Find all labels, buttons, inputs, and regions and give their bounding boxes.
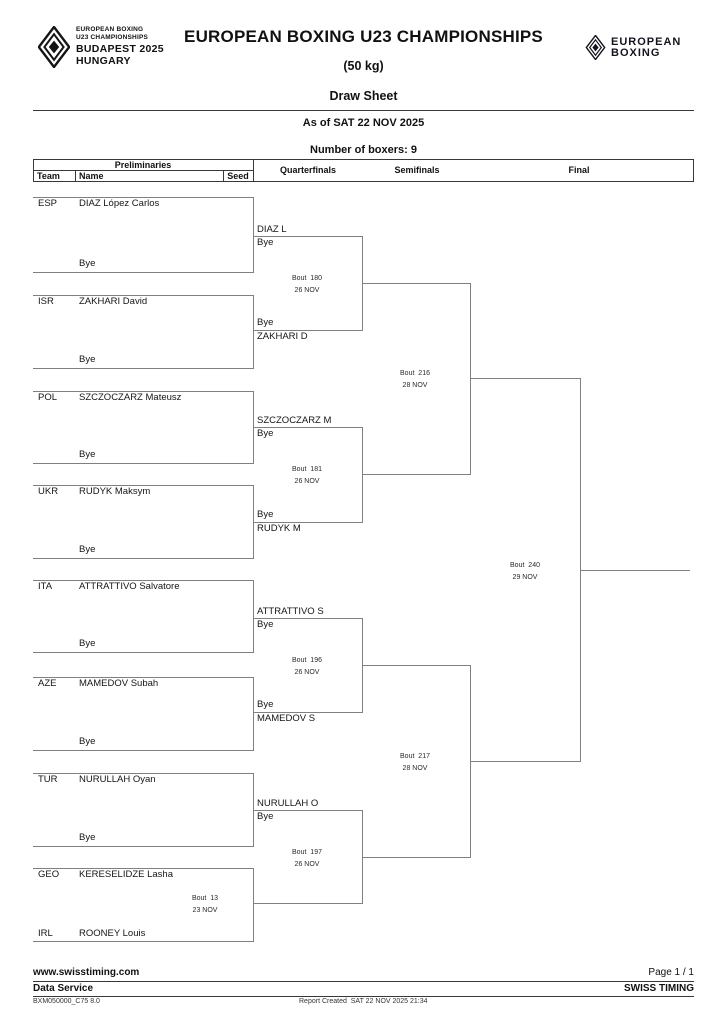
bracket-line [33, 463, 253, 464]
bracket-line [470, 378, 580, 379]
event-logo-text: EUROPEAN BOXING [76, 26, 144, 33]
column-header-seed: Seed [227, 171, 249, 181]
boxer-name: ATTRATTIVO Salvatore [79, 581, 180, 592]
boxer-name: RUDYK Maksym [79, 486, 151, 497]
bracket-line [362, 474, 470, 475]
column-divider [33, 170, 253, 171]
bout-number: Bout 196 [292, 657, 322, 664]
org-logo-text: EUROPEAN [611, 36, 682, 48]
column-divider [75, 170, 76, 182]
bout-label [272, 655, 342, 679]
as-of-date: As of SAT 22 NOV 2025 [302, 117, 425, 129]
footer-service: Data Service [33, 983, 94, 994]
bracket-line [362, 427, 363, 523]
boxer-name: KERESELIDZE Lasha [79, 869, 173, 880]
bout-date: 26 NOV [294, 478, 320, 485]
bracket-line [33, 941, 253, 942]
column-header-semifinals: Semifinals [394, 165, 440, 175]
header-rule [33, 110, 694, 111]
boxer-name: SZCZOCZARZ Mateusz [79, 392, 182, 403]
org-logo-text: BOXING [611, 47, 661, 59]
bout-label [490, 560, 560, 584]
boxer-name: ROONEY Louis [79, 928, 146, 939]
advancing-boxer: ATTRATTIVO S [257, 606, 324, 617]
boxer-count: Number of boxers: 9 [310, 144, 417, 156]
footer-rule [33, 996, 694, 997]
event-logo-text: U23 CHAMPIONSHIPS [76, 34, 149, 41]
bout-label [272, 273, 342, 297]
bracket-line [470, 283, 471, 475]
boxer-team: ESP [38, 198, 58, 209]
bye-label: Bye [257, 619, 274, 630]
bracket-line [470, 761, 580, 762]
bout-date: 28 NOV [402, 382, 428, 389]
bracket-line [253, 295, 254, 369]
bout-label [272, 847, 342, 871]
bracket-line [253, 868, 254, 942]
bracket-line [33, 846, 253, 847]
bout-number: Bout 240 [510, 562, 540, 569]
bracket-line [253, 903, 362, 904]
boxer-team: GEO [38, 869, 60, 880]
advancing-boxer: DIAZ L [257, 224, 287, 235]
advancing-boxer: MAMEDOV S [257, 713, 316, 724]
boxer-team: IRL [38, 928, 53, 939]
document-type: Draw Sheet [329, 89, 398, 103]
bout-label [170, 893, 240, 917]
bout-date: 28 NOV [402, 765, 428, 772]
footer-website: www.swisstiming.com [33, 967, 140, 978]
footer-brand: SWISS TIMING [624, 983, 694, 994]
bye-label: Bye [257, 811, 274, 822]
bye-label: Bye [79, 638, 96, 649]
bracket-line [362, 665, 470, 666]
advancing-boxer: SZCZOCZARZ M [257, 415, 332, 426]
bout-label [380, 751, 450, 775]
boxer-team: AZE [38, 678, 57, 689]
advancing-boxer: NURULLAH O [257, 798, 319, 809]
bye-label: Bye [257, 237, 274, 248]
bout-date: 26 NOV [294, 669, 320, 676]
column-header-quarterfinals: Quarterfinals [279, 165, 337, 175]
bout-number: Bout 197 [292, 849, 322, 856]
bracket-line [253, 197, 254, 273]
bye-label: Bye [257, 428, 274, 439]
bracket-line [253, 580, 254, 653]
bout-number: Bout 13 [191, 895, 219, 902]
bye-label: Bye [79, 449, 96, 460]
boxer-team: UKR [38, 486, 59, 497]
boxer-team: TUR [38, 774, 58, 785]
bout-date: 29 NOV [512, 574, 538, 581]
advancing-boxer: ZAKHARI D [257, 331, 308, 342]
column-header-name: Name [79, 171, 104, 181]
boxer-name: DIAZ López Carlos [79, 198, 160, 209]
bracket-line [33, 750, 253, 751]
column-header-team: Team [37, 171, 60, 181]
bracket-line [253, 677, 254, 751]
bracket-line [33, 652, 253, 653]
bye-label: Bye [79, 258, 96, 269]
footer-report-code: BXM050000_C75 8.0 [33, 998, 100, 1005]
bye-label: Bye [257, 317, 274, 328]
column-header-preliminaries: Preliminaries [114, 160, 172, 170]
bye-label: Bye [257, 699, 274, 710]
footer-report-created: Report Created SAT 22 NOV 2025 21:34 [299, 998, 428, 1005]
bye-label: Bye [79, 832, 96, 843]
boxer-team: ISR [38, 296, 54, 307]
bracket-line [33, 558, 253, 559]
bout-label [380, 368, 450, 392]
bracket-line [33, 368, 253, 369]
footer-rule [33, 981, 694, 982]
bout-number: Bout 181 [292, 466, 322, 473]
bracket-line [33, 272, 253, 273]
bout-number: Bout 217 [400, 753, 430, 760]
bout-number: Bout 180 [292, 275, 322, 282]
bout-number: Bout 216 [400, 370, 430, 377]
bout-date: 23 NOV [192, 907, 218, 914]
event-logo-text: BUDAPEST 2025 [76, 43, 164, 55]
bye-label: Bye [79, 544, 96, 555]
advancing-boxer: RUDYK M [257, 523, 301, 534]
boxer-name: MAMEDOV Subah [79, 678, 159, 689]
bye-label: Bye [79, 736, 96, 747]
page-title: EUROPEAN BOXING U23 CHAMPIONSHIPS [184, 27, 543, 46]
weight-class: (50 kg) [343, 59, 384, 73]
boxer-team: ITA [38, 581, 53, 592]
boxer-team: POL [38, 392, 58, 403]
footer-page-number: Page 1 / 1 [648, 967, 694, 978]
column-header-final: Final [568, 165, 590, 175]
bout-label [272, 464, 342, 488]
bracket-line [580, 570, 690, 571]
column-divider [253, 159, 254, 182]
bracket-line [362, 283, 470, 284]
event-logo-text: HUNGARY [76, 55, 131, 67]
boxer-name: ZAKHARI David [79, 296, 148, 307]
bout-date: 26 NOV [294, 287, 320, 294]
boxer-name: NURULLAH Oyan [79, 774, 156, 785]
bye-label: Bye [257, 509, 274, 520]
bracket-line [362, 857, 470, 858]
bye-label: Bye [79, 354, 96, 365]
bout-date: 26 NOV [294, 861, 320, 868]
